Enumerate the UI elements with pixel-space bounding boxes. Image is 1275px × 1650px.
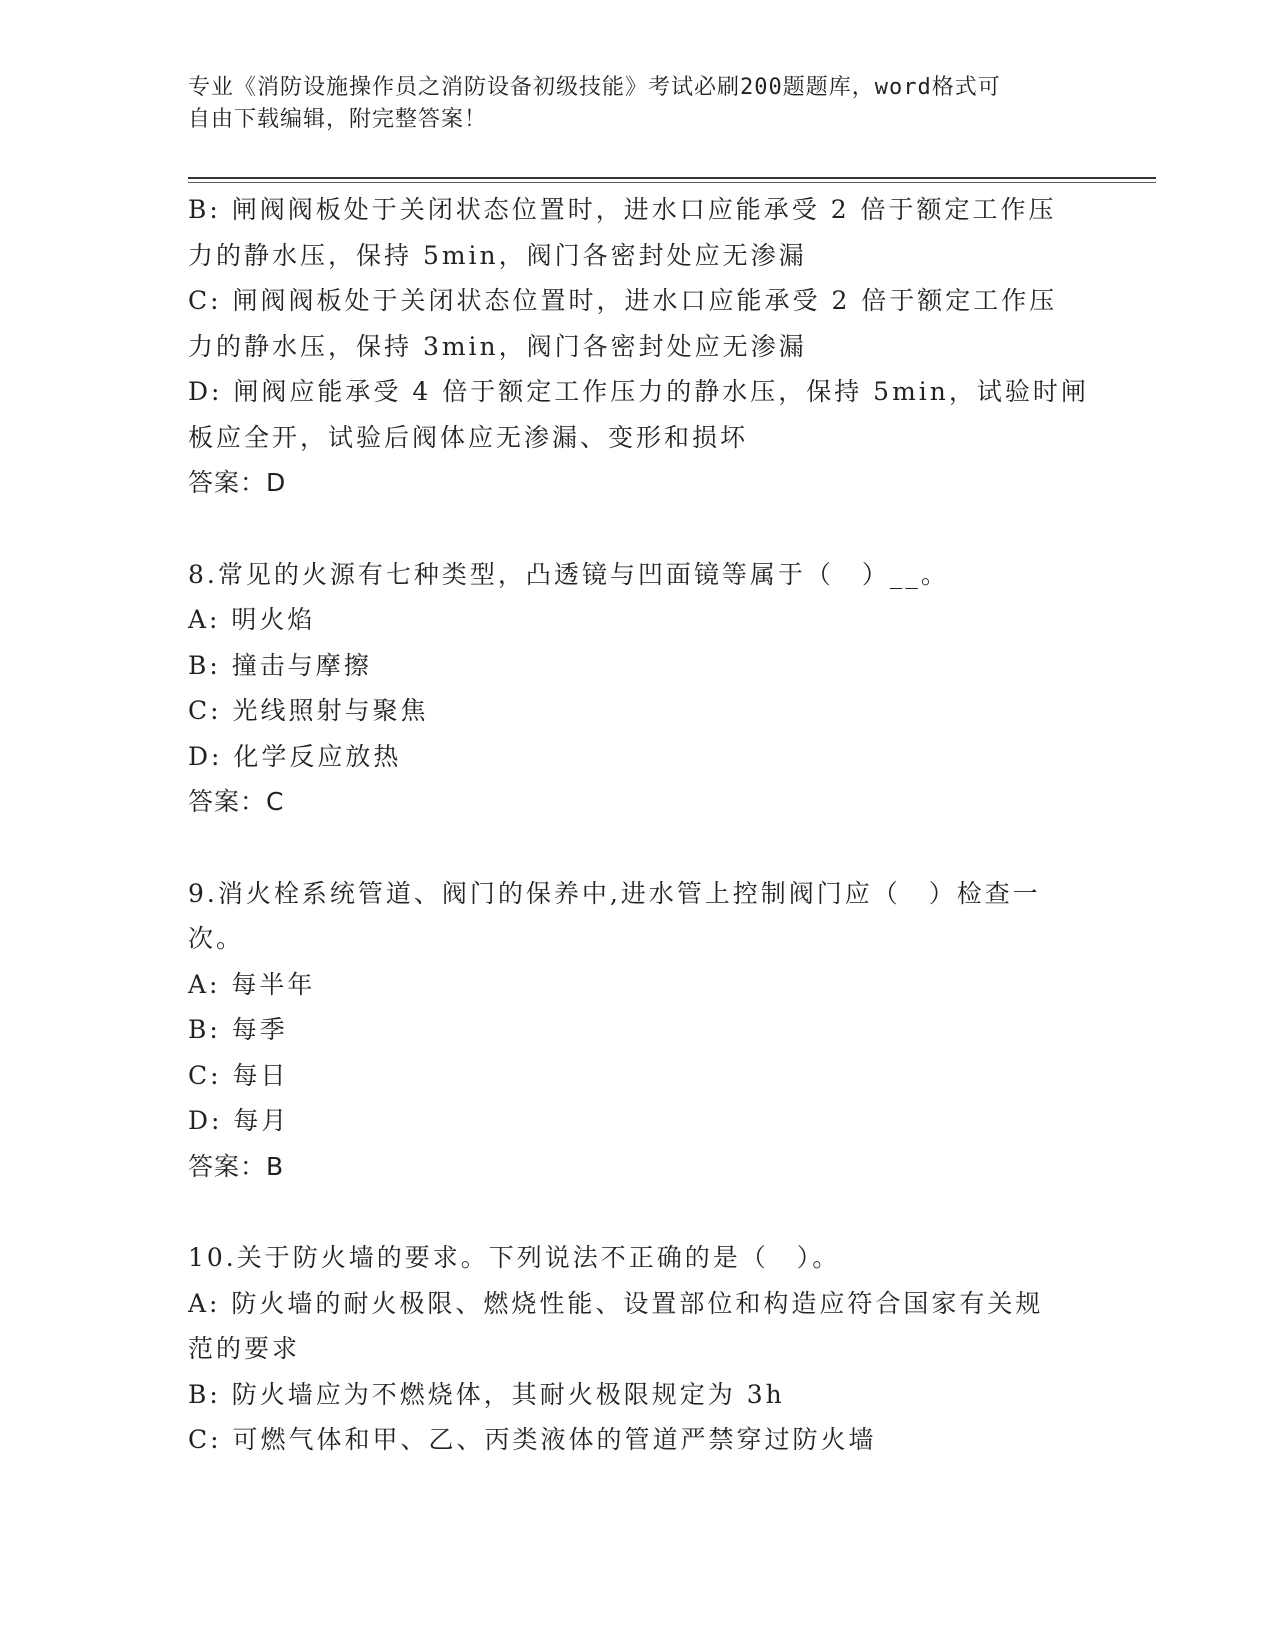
q9-option-d: D: 每月 xyxy=(188,1106,290,1135)
q10-option-a-line-2: 范的要求 xyxy=(188,1334,301,1363)
spacer xyxy=(188,825,1088,871)
q7-option-c-line-1: C: 闸阀阀板处于关闭状态位置时，进水口应能承受 2 倍于额定工作压 xyxy=(188,286,1058,315)
q7-option-c-line-2: 力的静水压，保持 3min，阀门各密封处应无渗漏 xyxy=(188,331,807,361)
q8-option-d: D: 化学反应放热 xyxy=(188,741,402,771)
q10-question: 10.关于防火墙的要求。下列说法不正确的是（ ）。 xyxy=(188,1243,841,1272)
q9-option-b: B: 每季 xyxy=(188,1015,288,1044)
q7-option-d-line-1: D: 闸阀应能承受 4 倍于额定工作压力的静水压，保持 5min，试验时闸 xyxy=(188,377,1089,406)
spacer xyxy=(188,1189,1088,1235)
q9-question-line-1: 9.消火栓系统管道、阀门的保养中,进水管上控制阀门应（ ）检查一 xyxy=(188,878,1041,908)
q9-option-c: C: 每日 xyxy=(188,1060,289,1090)
header-title-line-1: 专业《消防设施操作员之消防设备初级技能》考试必刷200题题库，word格式可 xyxy=(188,75,1001,100)
q8-answer: 答案：C xyxy=(188,787,285,816)
q8-option-c: C: 光线照射与聚焦 xyxy=(188,696,429,725)
question-10-block xyxy=(188,1235,1088,1463)
q7-option-d-line-2: 板应全开，试验后阀体应无渗漏、变形和损坏 xyxy=(188,422,749,452)
header-title-line-2: 自由下载编辑，附完整答案！ xyxy=(188,107,488,132)
q8-question: 8.常见的火源有七种类型，凸透镜与凹面镜等属于（ ）__。 xyxy=(188,559,949,589)
spacer xyxy=(188,506,1088,552)
page-header xyxy=(188,72,1068,136)
q10-option-a-line-1: A: 防火墙的耐火极限、燃烧性能、设置部位和构造应符合国家有关规 xyxy=(188,1288,1044,1318)
q7-option-b-line-2: 力的静水压，保持 5min，阀门各密封处应无渗漏 xyxy=(188,240,807,270)
q10-option-b: B: 防火墙应为不燃烧体，其耐火极限规定为 3h xyxy=(188,1379,785,1409)
question-7-block xyxy=(188,187,1088,506)
q7-answer: 答案：D xyxy=(188,468,287,497)
q9-option-a: A: 每半年 xyxy=(188,969,316,999)
question-8-block xyxy=(188,552,1088,825)
header-divider-thin xyxy=(188,182,1156,183)
q9-question-line-2: 次。 xyxy=(188,924,245,953)
q9-answer: 答案：B xyxy=(188,1151,285,1181)
question-9-block xyxy=(188,871,1088,1190)
question-content xyxy=(188,187,1088,1463)
q8-option-a: A: 明火焰 xyxy=(188,605,316,634)
q8-option-b: B: 撞击与摩擦 xyxy=(188,650,372,680)
q10-option-c: C: 可燃气体和甲、乙、丙类液体的管道严禁穿过防火墙 xyxy=(188,1425,877,1454)
header-divider-thick xyxy=(188,177,1156,179)
q7-option-b-line-1: B: 闸阀阀板处于关闭状态位置时，进水口应能承受 2 倍于额定工作压 xyxy=(188,195,1057,224)
